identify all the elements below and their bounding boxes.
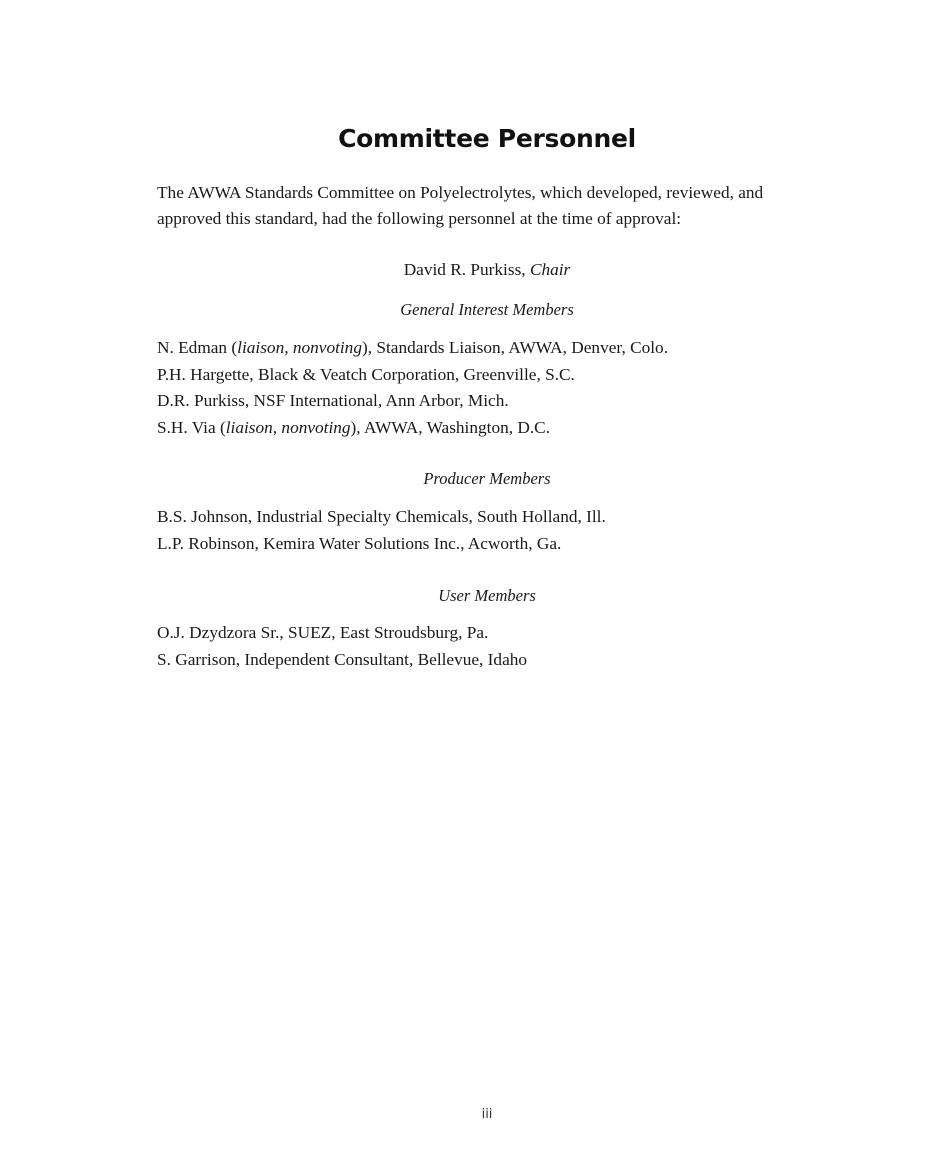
list-item: L.P. Robinson, Kemira Water Solutions Inc., Acworth, Ga. <box>157 533 562 553</box>
list-item: P.H. Hargette, Black & Veatch Corporation, Greenville, S.C. <box>157 364 575 384</box>
user-members-heading: User Members <box>438 586 536 605</box>
list-item: D.R. Purkiss, NSF International, Ann Arbor, Mich. <box>157 391 509 410</box>
member-note: liaison, nonvoting <box>237 338 362 357</box>
user-member-list <box>157 620 837 673</box>
page-title: Committee Personnel <box>338 124 636 153</box>
member-affiliation: ), AWWA, Washington, D.C. <box>350 417 551 437</box>
intro-paragraph: The AWWA Standards Committee on Polyelectrolytes, which developed, reviewed, and approved this standard, had the following personnel at the time of approval: <box>157 183 764 228</box>
member-name: S.H. Via ( <box>157 417 226 437</box>
member-affiliation: ), Standards Liaison, AWWA, Denver, Colo. <box>361 338 669 357</box>
member-note: liaison, nonvoting <box>225 417 351 437</box>
chair-role: Chair <box>529 260 571 279</box>
committee-chair <box>0 260 950 280</box>
producer-members-heading: Producer Members <box>423 469 551 488</box>
general-interest-member-list <box>157 335 837 441</box>
list-item: S. Garrison, Independent Consultant, Bellevue, Idaho <box>157 649 528 669</box>
general-interest-heading: General Interest Members <box>400 300 574 319</box>
list-item <box>157 335 837 362</box>
list-item <box>157 415 837 442</box>
page-number: iii <box>481 1107 493 1122</box>
list-item: B.S. Johnson, Industrial Specialty Chemicals, South Holland, Ill. <box>157 507 606 526</box>
member-name: N. Edman ( <box>157 338 238 357</box>
producer-member-list <box>157 504 837 557</box>
chair-name: David R. Purkiss, <box>403 260 530 279</box>
list-item: O.J. Dzydzora Sr., SUEZ, East Stroudsburg, Pa. <box>157 623 489 642</box>
